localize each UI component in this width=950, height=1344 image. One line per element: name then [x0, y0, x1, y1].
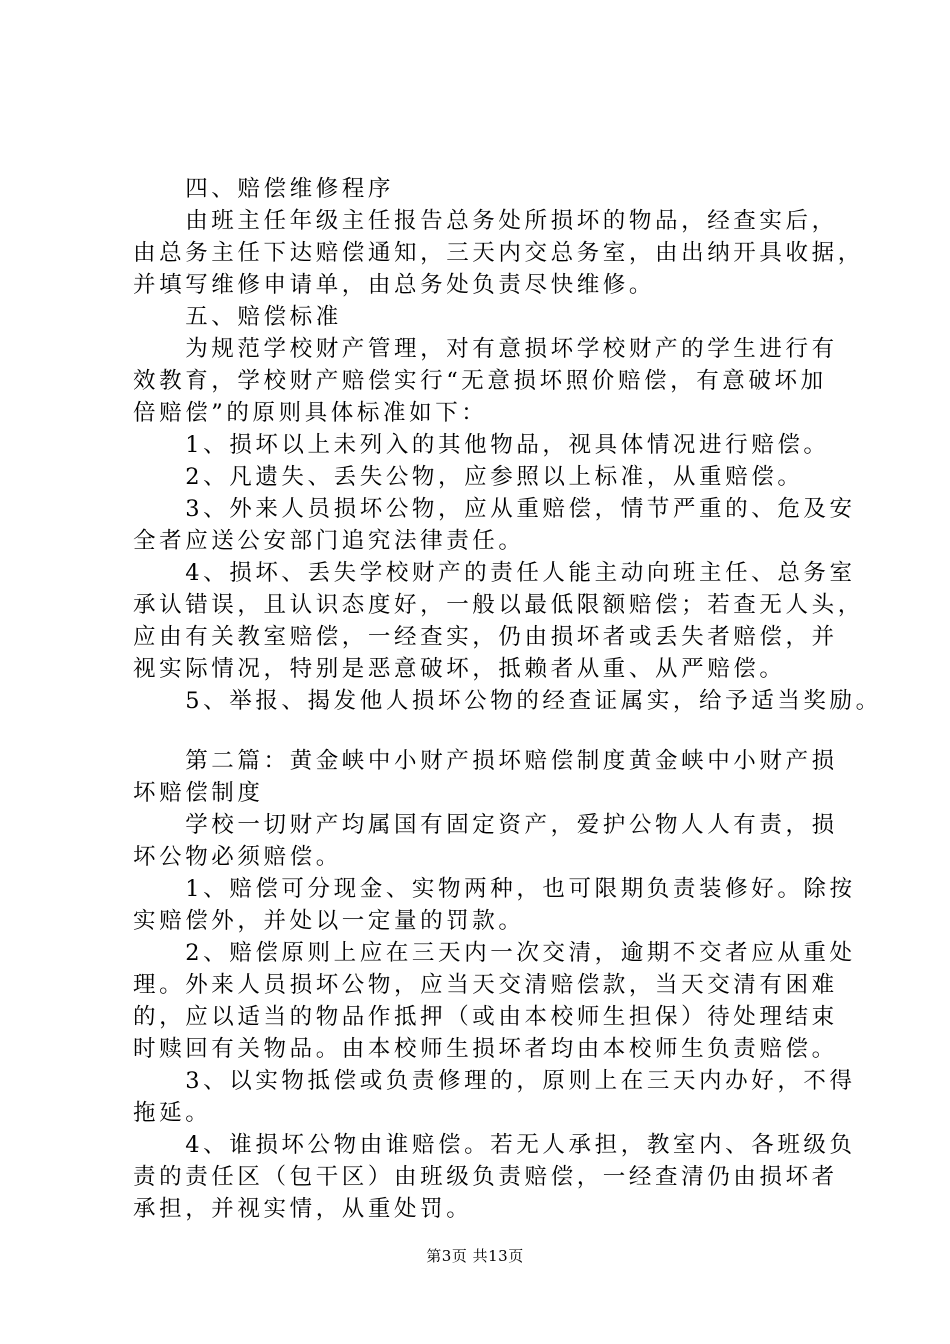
text-line: 3、外来人员损坏公物，应从重赔偿，情节严重的、危及安	[133, 496, 856, 522]
text-line: 拖延。	[133, 1100, 212, 1126]
text-line: 由班主任年级主任报告总务处所损坏的物品，经查实后，	[133, 208, 838, 234]
text-line: 时赎回有关物品。由本校师生损坏者均由本校师生负责赔偿。	[133, 1036, 838, 1062]
chapter-heading: 第二篇：黄金峡中小财产损坏赔偿制度黄金峡中小财产损	[133, 748, 838, 774]
text-line: 理。外来人员损坏公物，应当天交清赔偿款，当天交清有困难	[133, 972, 838, 998]
text-line: 学校一切财产均属国有固定资产，爱护公物人人有责，损	[133, 812, 838, 838]
text-line: 倍赔偿”的原则具体标准如下：	[133, 400, 488, 426]
text-line: 视实际情况，特别是恶意破坏，抵赖者从重、从严赔偿。	[133, 656, 786, 682]
text-line: 1、赔偿可分现金、实物两种，也可限期负责装修好。除按	[133, 876, 856, 902]
text-line: 坏公物必须赔偿。	[133, 844, 342, 870]
text-line: 应由有关教室赔偿，一经查实，仍由损坏者或丢失者赔偿，并	[133, 624, 838, 650]
chapter-heading: 坏赔偿制度	[133, 780, 264, 806]
page-number-footer: 第3页 共13页	[426, 1247, 524, 1265]
text-line: 实赔偿外，并处以一定量的罚款。	[133, 908, 525, 934]
text-line: 并填写维修申请单，由总务处负责尽快维修。	[133, 272, 656, 298]
text-line: 的，应以适当的物品作抵押（或由本校师生担保）待处理结束	[133, 1004, 838, 1030]
section-heading: 五、赔偿标准	[133, 304, 342, 330]
text-line: 为规范学校财产管理，对有意损坏学校财产的学生进行有	[133, 336, 838, 362]
text-line: 1、损坏以上未列入的其他物品，视具体情况进行赔偿。	[133, 432, 830, 458]
text-line: 全者应送公安部门追究法律责任。	[133, 528, 525, 554]
text-line: 由总务主任下达赔偿通知，三天内交总务室，由出纳开具收据，	[133, 240, 864, 266]
text-line: 4、损坏、丢失学校财产的责任人能主动向班主任、总务室	[133, 560, 856, 586]
text-line: 3、以实物抵偿或负责修理的，原则上在三天内办好，不得	[133, 1068, 856, 1094]
text-line: 承担，并视实情，从重处罚。	[133, 1196, 473, 1222]
section-heading: 四、赔偿维修程序	[133, 176, 395, 202]
text-line: 责的责任区（包干区）由班级负责赔偿，一经查清仍由损坏者	[133, 1164, 838, 1190]
text-line: 承认错误，且认识态度好，一般以最低限额赔偿；若查无人头，	[133, 592, 864, 618]
text-line: 4、谁损坏公物由谁赔偿。若无人承担，教室内、各班级负	[133, 1132, 856, 1158]
text-line: 5、举报、揭发他人损坏公物的经查证属实，给予适当奖励。	[133, 688, 882, 714]
text-line: 效教育，学校财产赔偿实行“无意损坏照价赔偿，有意破坏加	[133, 368, 827, 394]
text-line: 2、赔偿原则上应在三天内一次交清，逾期不交者应从重处	[133, 940, 856, 966]
text-line: 2、凡遗失、丢失公物，应参照以上标准，从重赔偿。	[133, 464, 804, 490]
